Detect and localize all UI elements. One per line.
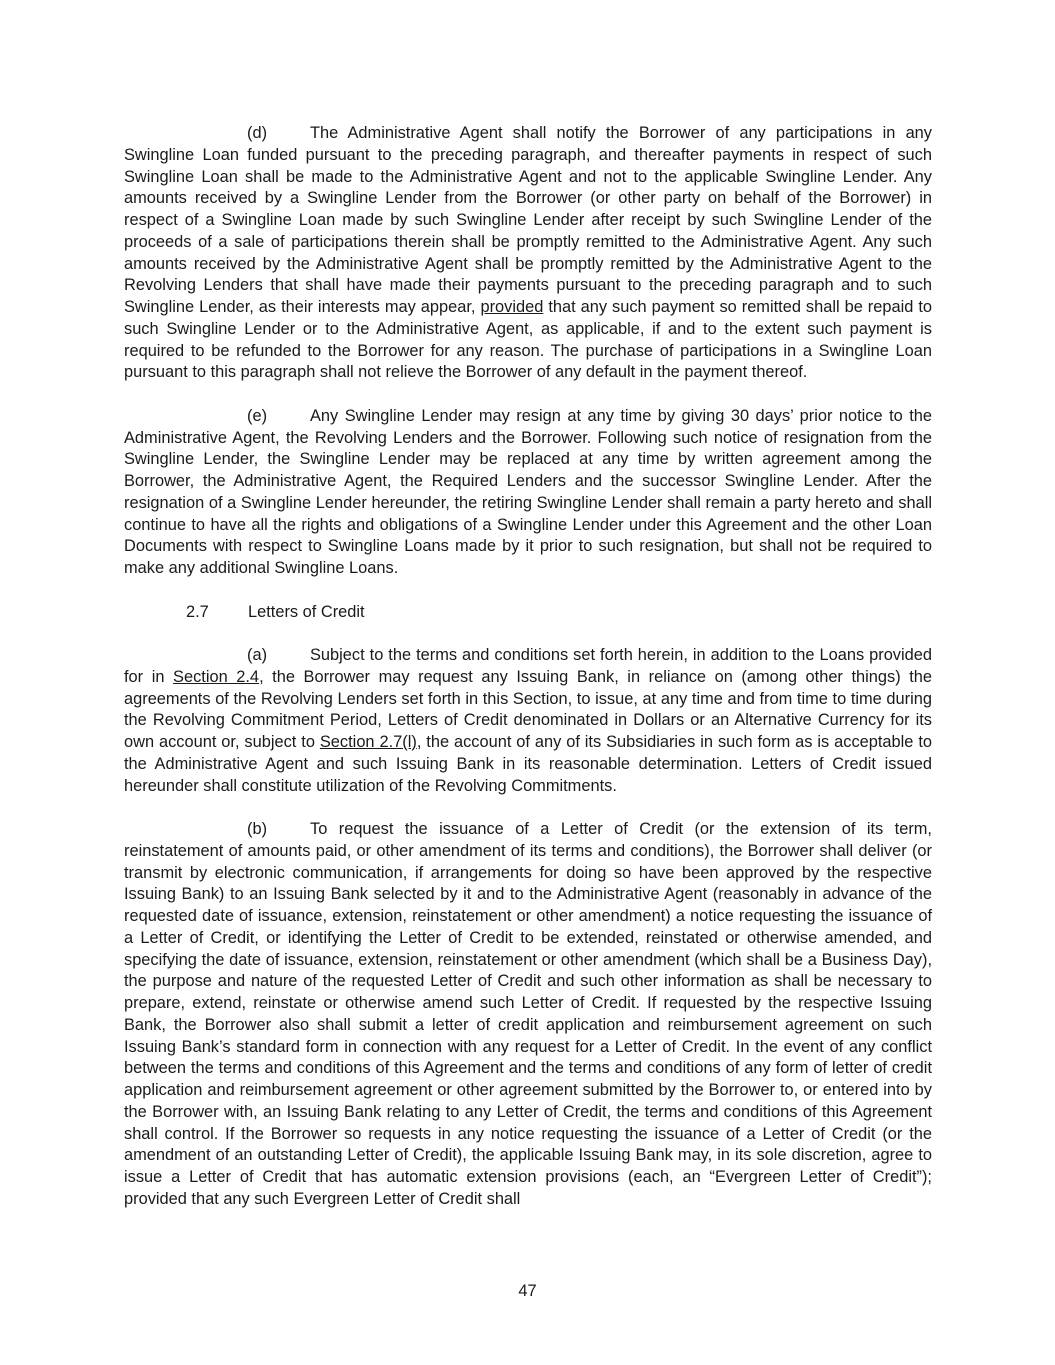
section-heading xyxy=(124,602,932,624)
page-number: 47 xyxy=(518,1282,537,1300)
section-reference-link[interactable]: Section 2.7(l) xyxy=(319,733,417,751)
paragraph-text: that any such payment so remitted shall be repaid to such Swingline Lender or to the Administrative Agent, as applicable, if and to the extent such payment is required to be refunded to the Borrower for any reason. The purchase of participations in a Swingline Loan pursuant to this paragraph shall not relieve the Borrower of any default in the payment thereof. xyxy=(124,298,932,382)
paragraph-d xyxy=(124,123,932,384)
paragraph-label: (b) xyxy=(247,820,268,838)
provided-term: provided xyxy=(480,298,544,316)
paragraph-b xyxy=(124,819,932,1211)
section-reference-link[interactable]: Section 2.4 xyxy=(173,667,260,686)
paragraph-text: , the Borrower may request any Issuing Bank, in reliance on (among other things) the agreements of the Revolving Lenders set forth in this Section, to issue, at any time and from time to time during the Revolving Commitment Period, Letters of Credit denominated in Dollars or an Alternative Currency for its own account or, subject to xyxy=(124,667,932,751)
document-page xyxy=(124,123,932,1211)
paragraph-text: To request the issuance of a Letter of Credit (or the extension of its term, reinstatement of amounts paid, or other amendment of its terms and conditions), the Borrower shall deliver (or transmit by electronic communication, if arrangements for doing so have been approved by the respective Issuing Bank) to an Issuing Bank selected by it and to the Administrative Agent (reasonably in advance of the requested date of issuance, extension, reinstatement or other amendment) a notice requesting the issuance of a Letter of Credit, or identifying the Letter of Credit to be extended, reinstated or otherwise amended, and specifying the date of issuance, extension, reinstatement or other amendment (which shall be a Business Day), the purpose and nature of the requested Letter of Credit and such other information as shall be necessary to prepare, extend, reinstate or otherwise amend such Letter of Credit. If requested by the respective Issuing Bank, the Borrower also shall submit a letter of credit application and reimbursement agreement on such Issuing Bank’s standard form in connection with any request for a Letter of Credit. In the event of any conflict between the terms and conditions of this Agreement and the terms and conditions of any form of letter of credit application and reimbursement agreement or other agreement submitted by the Borrower to, or entered into by the Borrower with, an Issuing Bank relating to any Letter of Credit, the terms and conditions of this Agreement shall control. If the Borrower so requests in any notice requesting the issuance of a Letter of Credit (or the amendment of an outstanding Letter of Credit), the applicable Issuing Bank may, in its sole discretion, agree to issue a Letter of Credit that has automatic extension provisions (each, an “Evergreen Letter of Credit”); provided that any such Evergreen Letter of Credit shall xyxy=(124,820,932,1208)
paragraph-text: The Administrative Agent shall notify the Borrower of any participations in any Swingline Loan funded pursuant to the preceding paragraph, and thereafter payments in respect of such Swingline Loan shall be made to the Administrative Agent and not to the applicable Swingline Lender. Any amounts received by a Swingline Lender from the Borrower (or other party on behalf of the Borrower) in respect of a Swingline Loan made by such Swingline Lender after receipt by such Swingline Lender of the proceeds of a sale of participations therein shall be promptly remitted to the Administrative Agent. Any such amounts received by the Administrative Agent shall be promptly remitted by the Administrative Agent to the Revolving Lenders that shall have made their payments pursuant to the preceding paragraph and to such Swingline Lender, as their interests may appear, xyxy=(124,124,932,316)
paragraph-label: (a) xyxy=(247,646,268,664)
paragraph-label: (e) xyxy=(247,406,268,425)
paragraph-text: Any Swingline Lender may resign at any time by giving 30 days’ prior notice to the Administrative Agent, the Revolving Lenders and the Borrower. Following such notice of resignation from the Swingline Lender, the Swingline Lender may be replaced at any time by written agreement among the Borrower, the Administrative Agent, the Required Lenders and the successor Swingline Lender. After the resignation of a Swingline Lender hereunder, the retiring Swingline Lender shall remain a party hereto and shall continue to have all the rights and obligations of a Swingline Lender under this Agreement and the other Loan Documents with respect to Swingline Loans made by it prior to such resignation, but shall not be required to make any additional Swingline Loans. xyxy=(124,406,932,577)
paragraph-text: , the account of any of its Subsidiaries in such form as is acceptable to the Administrative Agent and such Issuing Bank in its reasonable determination. Letters of Credit issued hereunder shall constitute utilization of the Revolving Commitments. xyxy=(124,733,932,795)
section-number: 2.7 xyxy=(186,602,209,621)
paragraph-a xyxy=(124,645,932,797)
paragraph-label: (d) xyxy=(247,124,268,142)
section-title: Letters of Credit xyxy=(248,602,365,621)
paragraph-text: Subject to the terms and conditions set forth herein, in addition to the Loans provided for in xyxy=(124,646,932,686)
paragraph-e xyxy=(124,406,932,580)
